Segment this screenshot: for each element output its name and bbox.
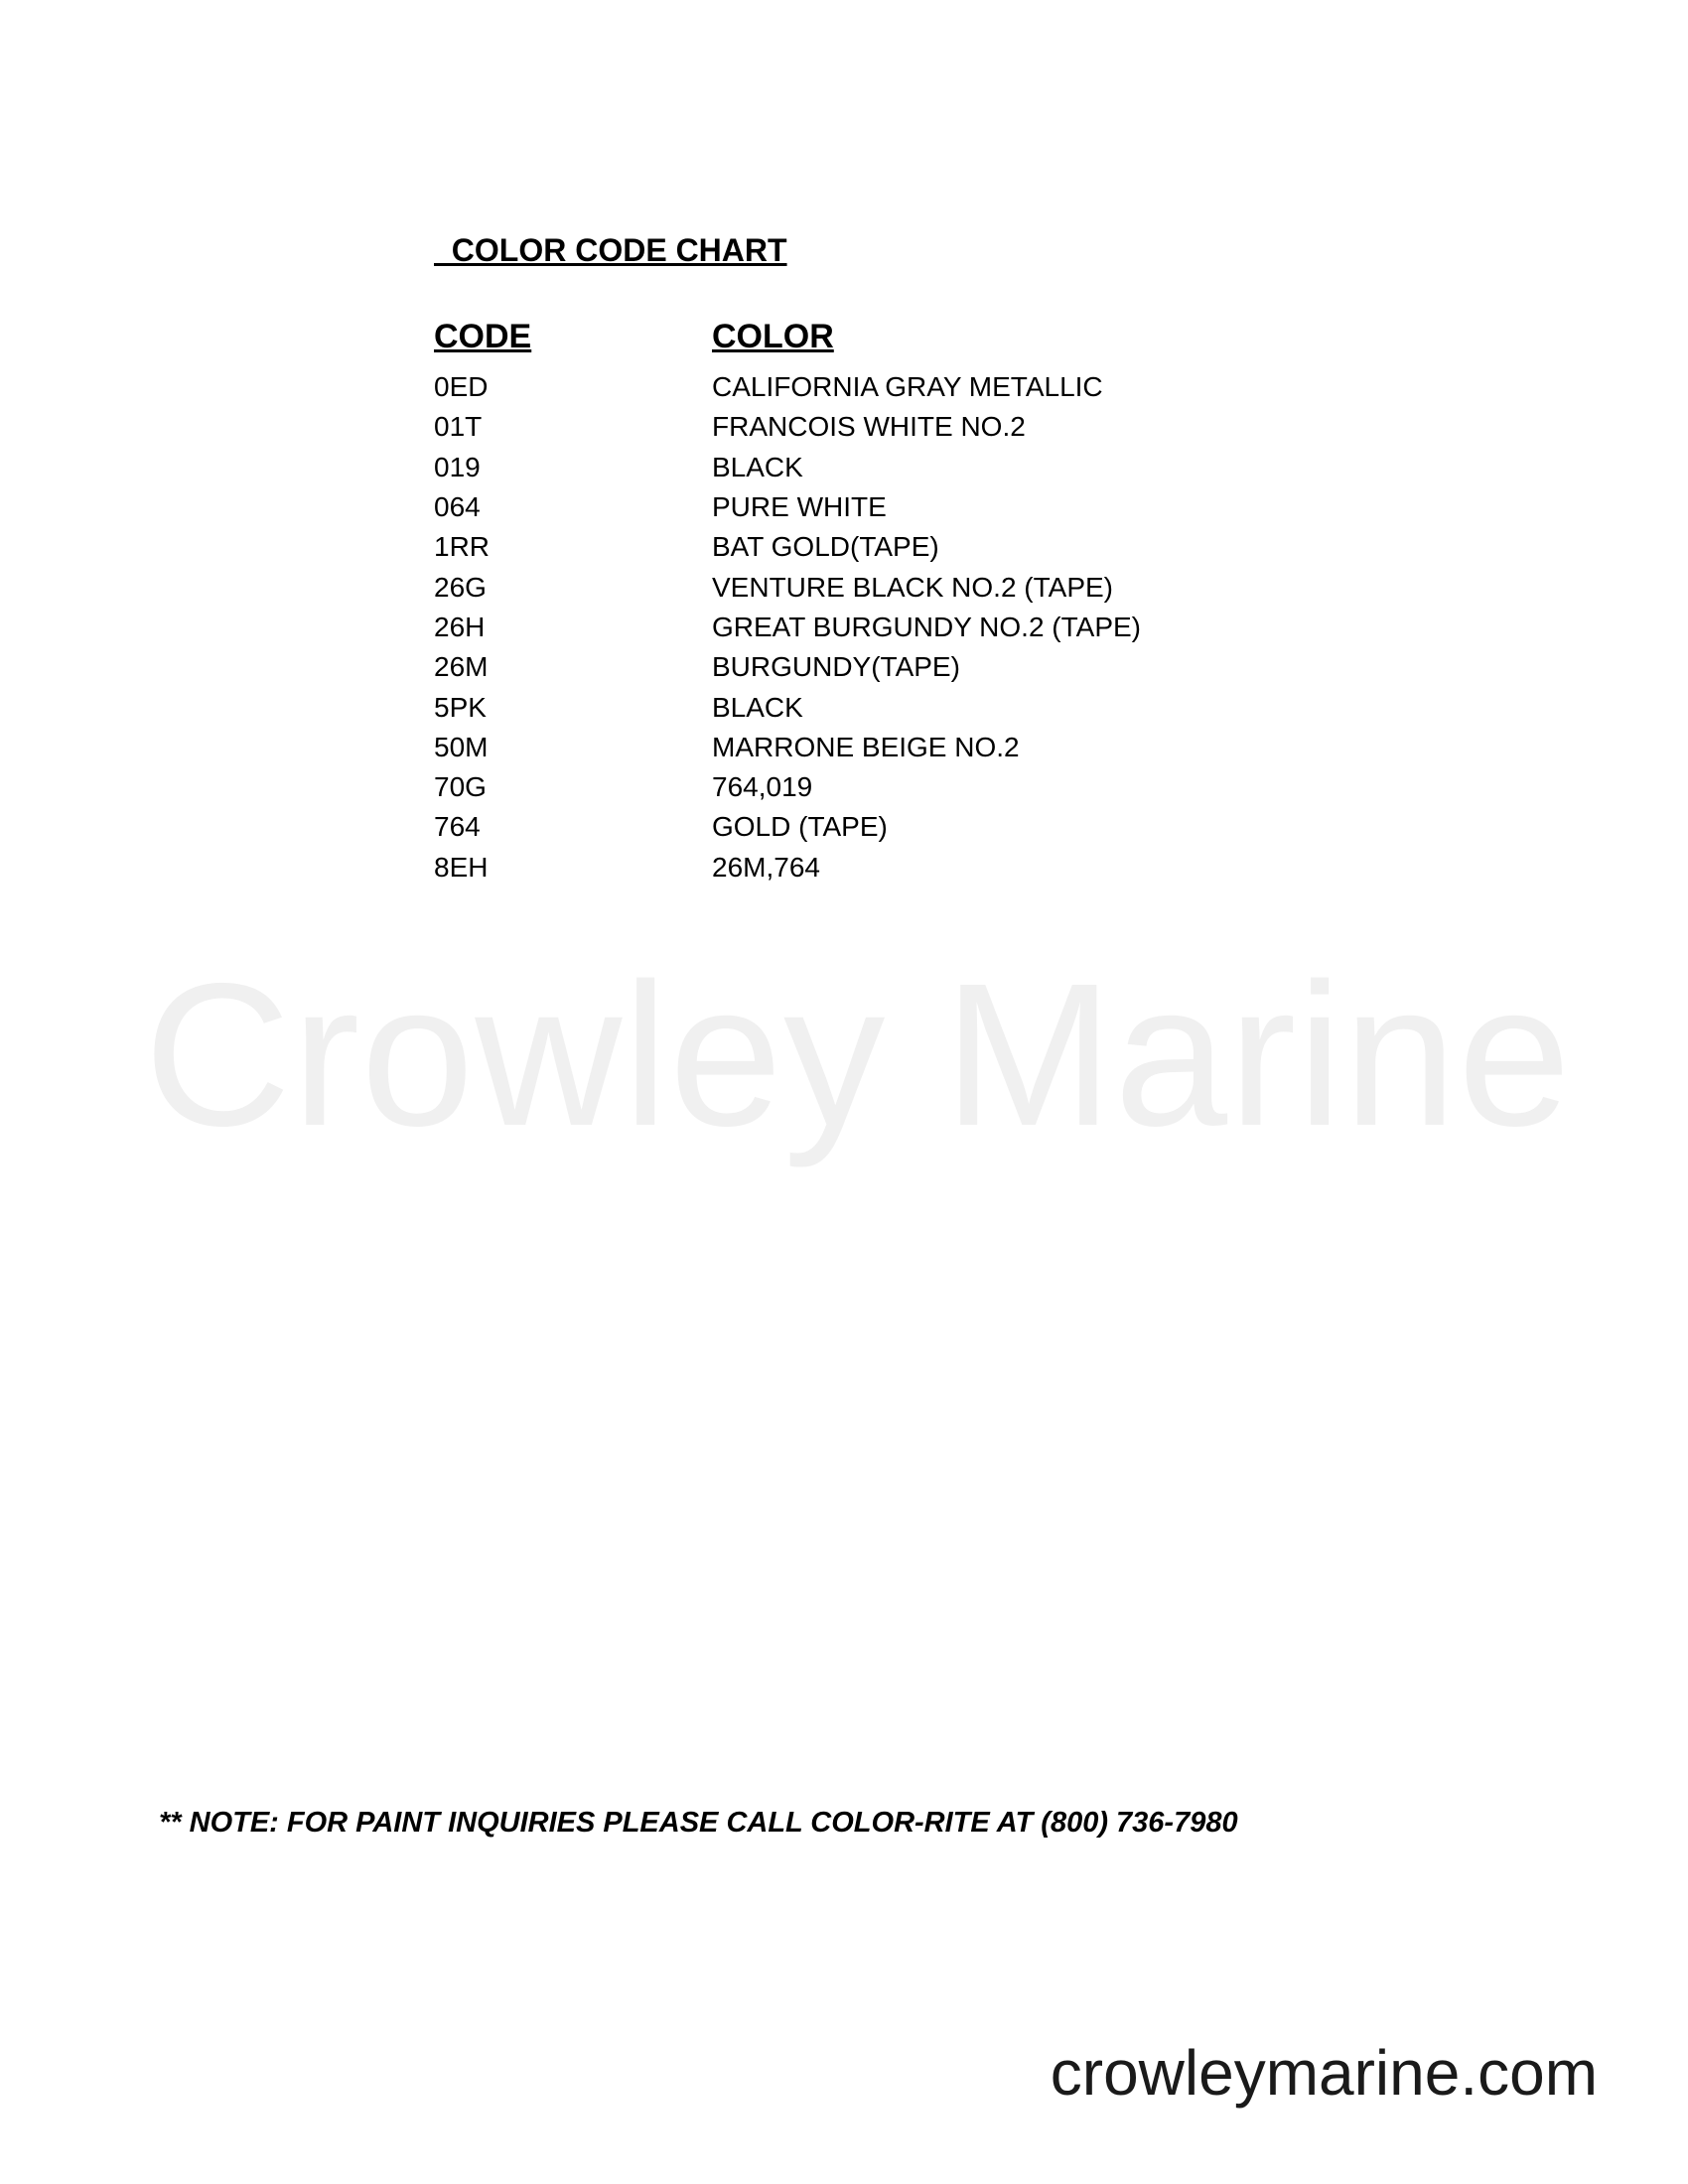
code-cell: 70G <box>434 771 487 803</box>
color-cell: PURE WHITE <box>712 491 887 523</box>
paint-inquiry-note: ** NOTE: FOR PAINT INQUIRIES PLEASE CALL COLOR-RITE AT (800) 736-7980 <box>159 1807 1238 1839</box>
table-row <box>434 687 1141 727</box>
color-cell: GOLD (TAPE) <box>712 811 888 843</box>
code-cell: 064 <box>434 491 481 523</box>
table-row <box>434 407 1141 447</box>
code-cell: 764 <box>434 811 481 843</box>
code-cell: 019 <box>434 451 481 482</box>
column-header-code: CODE <box>434 318 532 355</box>
color-cell: BLACK <box>712 451 803 482</box>
color-cell: MARRONE BEIGE NO.2 <box>712 731 1020 762</box>
code-cell: 5PK <box>434 691 487 723</box>
table-row <box>434 848 1141 887</box>
color-cell: FRANCOIS WHITE NO.2 <box>712 411 1026 443</box>
color-cell: BURGUNDY(TAPE) <box>712 651 960 683</box>
code-cell: 50M <box>434 731 489 762</box>
table-row <box>434 527 1141 567</box>
color-cell: BLACK <box>712 691 803 723</box>
color-cell: BAT GOLD(TAPE) <box>712 531 939 563</box>
code-cell: 26G <box>434 571 487 603</box>
table-row <box>434 647 1141 687</box>
code-cell: 26M <box>434 651 489 683</box>
page-title: COLOR CODE CHART <box>434 232 787 268</box>
color-cell: VENTURE BLACK NO.2 (TAPE) <box>712 571 1114 603</box>
table-row <box>434 767 1141 807</box>
footer-website: crowleymarine.com <box>1050 2037 1598 2109</box>
table-row <box>434 608 1141 647</box>
code-cell: 0ED <box>434 371 489 403</box>
table-row <box>434 448 1141 487</box>
color-cell: 764,019 <box>712 771 813 803</box>
color-cell: 26M,764 <box>712 851 820 883</box>
code-cell: 8EH <box>434 851 489 883</box>
color-cell: CALIFORNIA GRAY METALLIC <box>712 371 1103 403</box>
table-row <box>434 567 1141 607</box>
code-cell: 01T <box>434 411 483 443</box>
color-code-table <box>434 367 1141 887</box>
table-row <box>434 728 1141 767</box>
table-row <box>434 367 1141 407</box>
column-header-color: COLOR <box>712 318 834 355</box>
code-cell: 26H <box>434 611 486 642</box>
table-row <box>434 807 1141 847</box>
color-cell: GREAT BURGUNDY NO.2 (TAPE) <box>712 611 1141 642</box>
code-cell: 1RR <box>434 531 491 563</box>
table-row <box>434 487 1141 527</box>
watermark-text: Crowley Marine <box>144 941 1572 1168</box>
